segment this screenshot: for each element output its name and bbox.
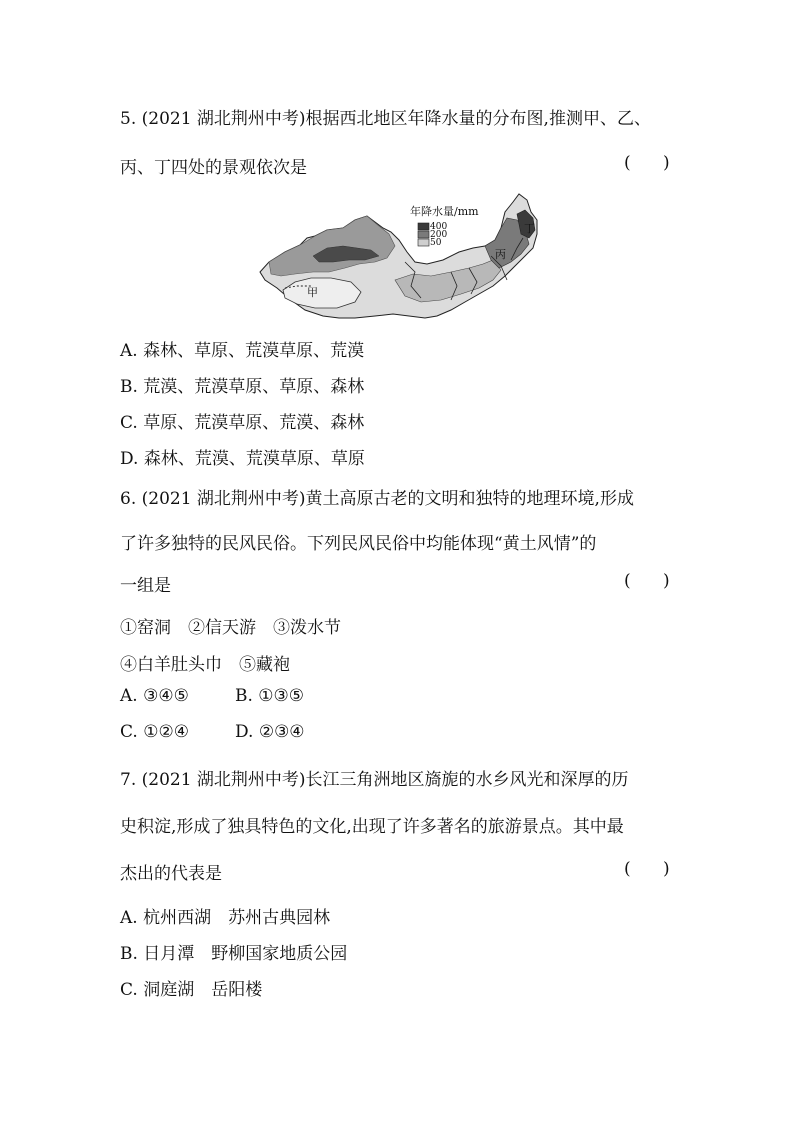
q5-answer-blank: ( ) [624,153,670,173]
q5-option-b[interactable]: B. 荒漠、荒漠草原、草原、森林 [120,377,365,397]
map-label-jia: 甲 [307,286,318,299]
q6-items-line-1: ①窑洞 ②信天游 ③泼水节 [120,618,341,638]
q5-option-a[interactable]: A. 森林、草原、荒漠草原、荒漠 [120,341,365,361]
q6-option-d[interactable]: D. ②③④ [235,722,305,742]
legend-label-400: 400 [430,222,448,232]
q7-stem-line-1: 7. (2021 湖北荆州中考)长江三角洲地区旖旎的水乡风光和深厚的历 [120,770,629,790]
q7-option-b[interactable]: B. 日月潭 野柳国家地质公园 [120,944,348,964]
legend-label-50: 50 [430,238,442,248]
q7-stem-line-3: 杰出的代表是 [120,864,222,884]
q7-option-a[interactable]: A. 杭州西湖 苏州古典园林 [120,908,331,928]
q6-items-line-2: ④白羊肚头巾 ⑤藏袍 [120,655,290,675]
q5-stem-line-2: 丙、丁四处的景观依次是 [120,158,307,178]
legend-swatch-400 [418,223,429,230]
q6-stem-line-3: 一组是 [120,576,171,596]
q6-option-c[interactable]: C. ①②④ [120,722,189,742]
map-legend-title: 年降水量/mm [410,205,479,218]
q5-stem-line-1: 5. (2021 湖北荆州中考)根据西北地区年降水量的分布图,推测甲、乙、 [120,109,651,129]
q7-stem-line-2: 史积淀,形成了独具特色的文化,出现了许多著名的旅游景点。其中最 [120,817,624,837]
q7-answer-blank: ( ) [624,859,670,879]
q5-option-d[interactable]: D. 森林、荒漠、荒漠草原、草原 [120,449,365,469]
q7-option-c[interactable]: C. 洞庭湖 岳阳楼 [120,980,263,1000]
map-basin-jia [283,278,361,308]
legend-swatch-50 [418,239,429,246]
q6-option-a[interactable]: A. ③④⑤ [120,686,189,706]
map-label-ding: 丁 [524,222,535,235]
q6-answer-blank: ( ) [624,571,670,591]
q6-stem-line-1: 6. (2021 湖北荆州中考)黄土高原古老的文明和独特的地理环境,形成 [120,489,634,509]
q5-option-c[interactable]: C. 草原、荒漠草原、荒漠、森林 [120,413,365,433]
q6-option-b[interactable]: B. ①③⑤ [235,686,305,706]
q6-stem-line-2: 了许多独特的民风民俗。下列民风民俗中均能体现“黄土风情”的 [120,534,597,554]
legend-swatch-200 [418,231,429,238]
map-label-bing: 丙 [495,248,506,261]
legend-label-200: 200 [430,230,448,240]
